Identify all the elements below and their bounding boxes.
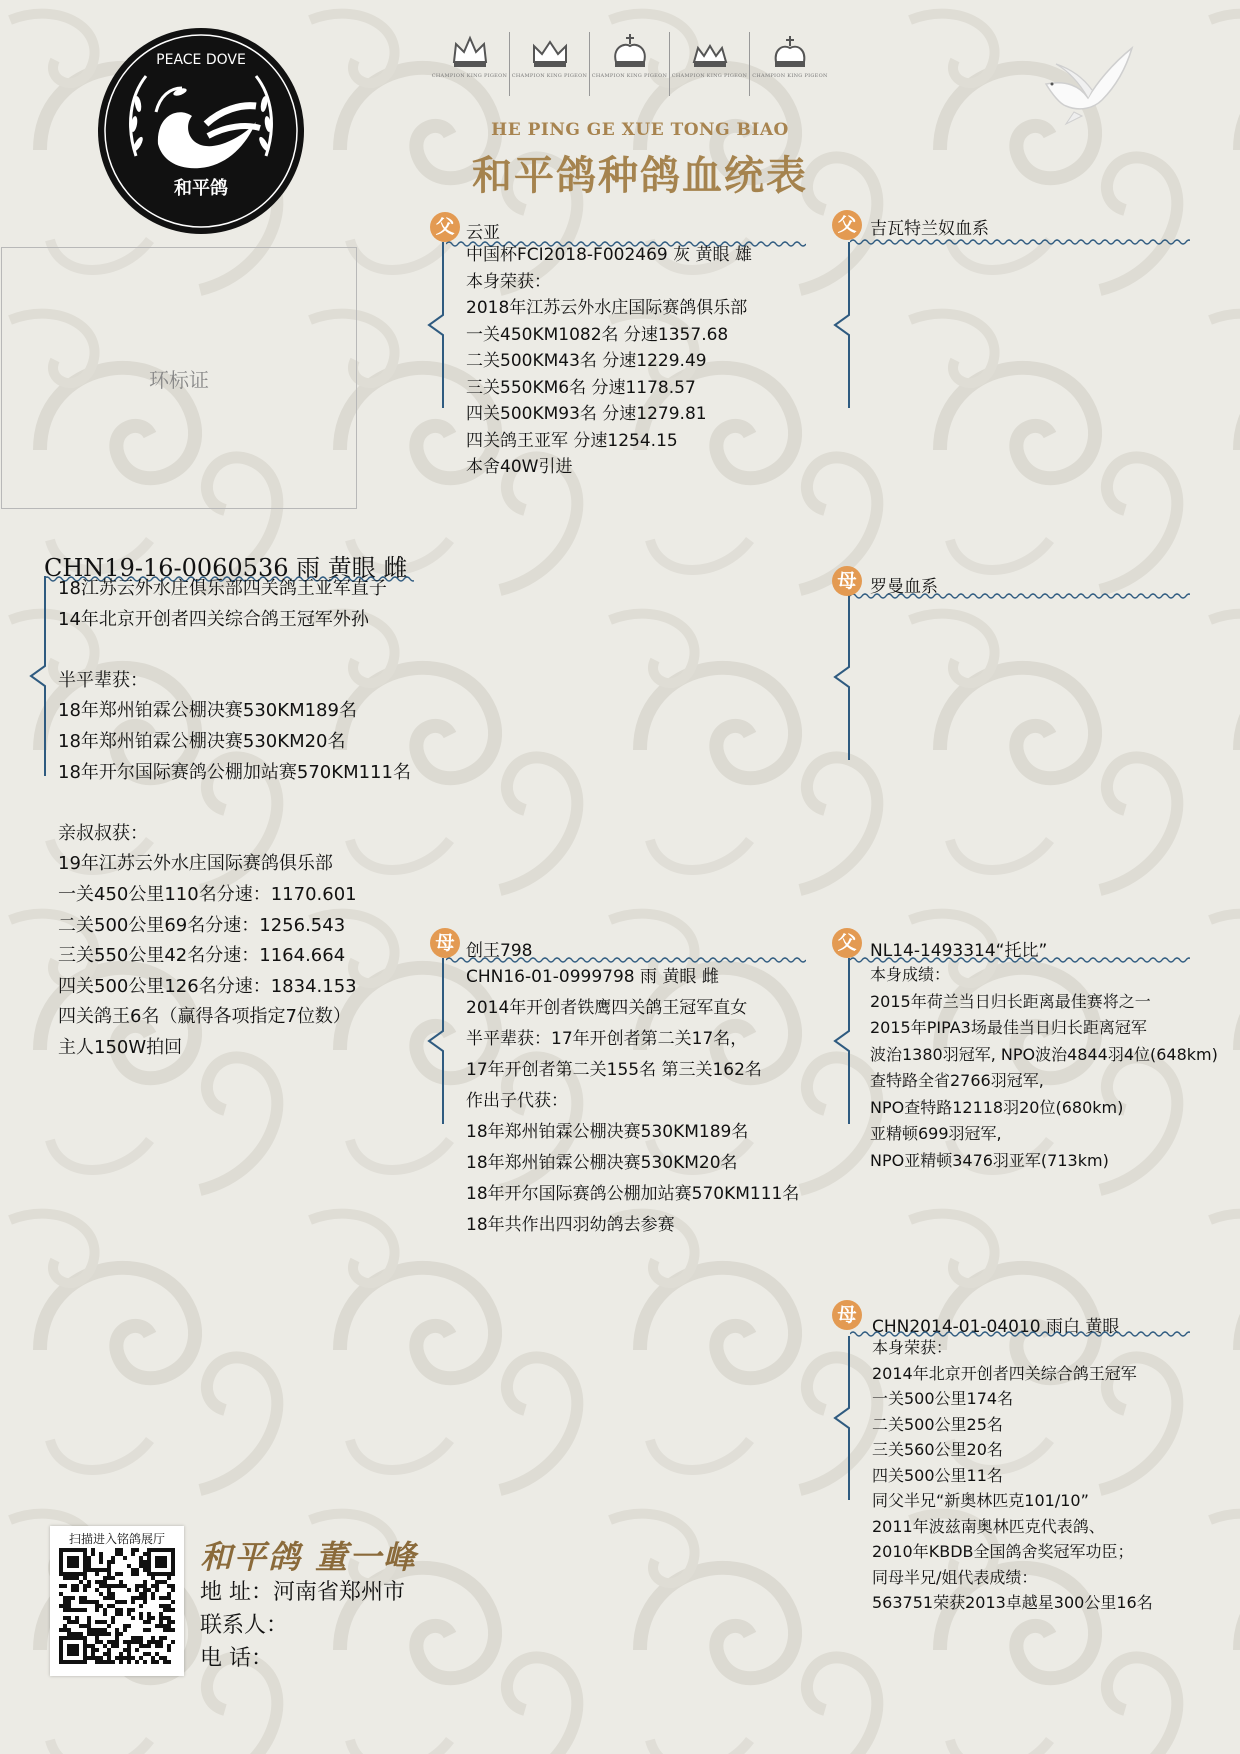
sire-sire-brace — [830, 240, 854, 410]
sire-dam-brace — [830, 592, 854, 762]
dam-dam-line: 本身荣获： — [872, 1338, 953, 1357]
subject-details — [58, 574, 411, 1064]
dam-brace — [424, 956, 448, 1126]
subject-line: 亲叔叔获： — [58, 822, 148, 844]
dam-sire-line: 亚精顿699羽冠军, — [870, 1124, 1002, 1143]
subject-line: 18年郑州铂霖公棚决赛530KM20名 — [58, 730, 346, 752]
sire-line: 四关鸽王亚军 分速1254.15 — [466, 430, 678, 451]
dam-sire-badge: 父 — [832, 928, 862, 958]
subject-line: 半平辈获： — [58, 669, 148, 691]
subject-ring-number: CHN19-16-0060536 雨 黄眼 雌 — [44, 554, 408, 582]
subject-line: 18年开尔国际赛鸽公棚加站赛570KM111名 — [58, 761, 411, 783]
sire-sire-underline — [850, 238, 1190, 246]
dam-sire-line: 本身成绩： — [870, 965, 951, 984]
subject-line: 三关550公里42名分速：1164.664 — [58, 945, 346, 967]
qr-code-icon — [59, 1548, 175, 1664]
contact-info — [200, 1576, 405, 1675]
contact-person: 联系人： — [200, 1613, 289, 1638]
dam-line: 18年郑州铂霖公棚决赛530KM189名 — [466, 1122, 749, 1142]
sire-line: 四关500KM93名 分速1279.81 — [466, 404, 707, 424]
subject-line: 一关450公里110名分速：1170.601 — [58, 883, 357, 905]
dam-sire-line: NPO查特路12118羽20位(680km) — [870, 1097, 1124, 1117]
dam-details — [466, 962, 799, 1241]
crown-1: CHAMPION KING PIGEON — [430, 32, 510, 96]
subject-line: 四关鸽王6名（赢得各项指定7位数） — [58, 1006, 351, 1028]
dam-line: 2014年开创者铁鹰四关鸽王冠军直女 — [466, 998, 748, 1018]
subject-line — [58, 788, 411, 819]
sire-details — [466, 242, 752, 481]
sire-line: 本舍40W引进 — [466, 457, 573, 477]
dam-dam-line: 2011年波兹南奥林匹克代表鸽、 — [872, 1516, 1105, 1536]
crown-3: CHAMPION KING PIGEON — [590, 32, 670, 96]
dam-sire-line: 波治1380羽冠军, NPO波治4844羽4位(648km) — [870, 1044, 1218, 1064]
sire-line: 2018年江苏云外水庄国际赛鸽俱乐部 — [466, 298, 748, 318]
qr-caption: 扫描进入铭鸽展厅 — [68, 1532, 165, 1546]
dam-dam-brace — [830, 1334, 854, 1502]
sire-line: 一关450KM1082名 分速1357.68 — [466, 324, 729, 345]
farm-signature: 和平鸽 董一峰 — [200, 1538, 418, 1576]
qr-code-card[interactable] — [50, 1526, 184, 1676]
crown-2: CHAMPION KING PIGEON — [510, 32, 590, 96]
crown-icon — [610, 32, 650, 70]
sire-dam-badge: 母 — [832, 566, 862, 596]
crown-icon — [770, 32, 810, 70]
contact-address: 地 址：河南省郑州市 — [200, 1580, 405, 1605]
title-pinyin: HE PING GE XUE TONG BIAO — [491, 120, 789, 140]
contact-phone: 电 话： — [200, 1646, 273, 1671]
champion-crowns — [430, 32, 830, 96]
dam-dam-details — [872, 1335, 1153, 1616]
dam-sire-brace — [830, 956, 854, 1126]
dam-line: 18年共作出四羽幼鸽去参赛 — [466, 1215, 675, 1235]
subject-brace — [26, 574, 50, 778]
dam-sire-line: 查特路全省2766羽冠军, — [870, 1071, 1044, 1090]
dam-dam-line: 同母半兄/姐代表成绩： — [872, 1567, 1038, 1587]
dam-dam-line: 563751荣获2013卓越星300公里16名 — [872, 1593, 1153, 1612]
ring-certificate-box — [1, 247, 357, 509]
dam-sire-name: NL14-1493314“托比” — [870, 941, 1048, 961]
dam-line: 18年郑州铂霖公棚决赛530KM20名 — [466, 1153, 738, 1173]
sire-line: 中国杯FCI2018-F002469 灰 黄眼 雄 — [466, 245, 752, 265]
dam-dam-line: 2010年KBDB全国鸽舍奖冠军功臣； — [872, 1542, 1134, 1561]
subject-line: 18年郑州铂霖公棚决赛530KM189名 — [58, 700, 357, 722]
dam-name: 创王798 — [466, 941, 533, 961]
dam-sire-line: 2015年PIPA3场最佳当日归长距离冠军 — [870, 1018, 1147, 1037]
dam-dam-line: 四关500公里11名 — [872, 1465, 1003, 1485]
crown-5: CHAMPION KING PIGEON — [750, 32, 830, 96]
dam-dam-name: CHN2014-01-04010 雨白 黄眼 — [872, 1317, 1120, 1337]
dam-line: 半平辈获：17年开创者第二关17名， — [466, 1029, 748, 1049]
dam-sire-details — [870, 962, 1218, 1174]
dam-badge: 母 — [430, 928, 460, 958]
crown-icon — [690, 32, 730, 70]
subject-line: 主人150W拍回 — [58, 1036, 183, 1058]
dam-dam-badge: 母 — [832, 1300, 862, 1330]
dam-dam-line: 三关560公里20名 — [872, 1440, 1003, 1459]
subject-line: 二关500公里69名分速：1256.543 — [58, 914, 346, 936]
ring-certificate-label: 环标证 — [149, 367, 209, 392]
subject-line: 18江苏云外水庄俱乐部四关鸽王亚军直子 — [58, 578, 387, 599]
sire-line: 二关500KM43名 分速1229.49 — [466, 351, 707, 371]
sire-dam-underline — [850, 592, 1190, 600]
dam-dam-line: 一关500公里174名 — [872, 1389, 1014, 1408]
sire-name: 云亚 — [466, 223, 500, 243]
sire-dam-name: 罗曼血系 — [870, 577, 938, 597]
sire-line: 本身荣获： — [466, 271, 551, 292]
subject-line: 14年北京开创者四关综合鸽王冠军外孙 — [58, 608, 369, 630]
sire-badge: 父 — [430, 212, 460, 242]
dove-icon — [1036, 24, 1140, 128]
sire-sire-badge: 父 — [832, 210, 862, 240]
dam-dam-line: 同父半兄“新奥林匹克101/10” — [872, 1491, 1089, 1510]
subject-line — [58, 635, 411, 666]
dam-sire-line: NPO亚精顿3476羽亚军(713km) — [870, 1150, 1109, 1170]
dam-line: 作出子代获： — [466, 1091, 568, 1111]
page-title: 和平鸽种鸽血统表 — [472, 152, 808, 199]
crown-icon — [450, 32, 490, 70]
crown-4: CHAMPION KING PIGEON — [670, 32, 750, 96]
dam-line: CHN16-01-0999798 雨 黄眼 雌 — [466, 967, 719, 987]
sire-brace — [424, 240, 448, 410]
crown-icon — [530, 32, 570, 70]
dam-line: 18年开尔国际赛鸽公棚加站赛570KM111名 — [466, 1184, 800, 1204]
sire-line: 三关550KM6名 分速1178.57 — [466, 377, 696, 398]
dam-dam-line: 二关500公里25名 — [872, 1414, 1003, 1434]
dam-line: 17年开创者第二关155名 第三关162名 — [466, 1060, 762, 1080]
dam-sire-line: 2015年荷兰当日归长距离最佳赛将之一 — [870, 991, 1151, 1011]
subject-line: 四关500公里126名分速：1834.153 — [58, 975, 357, 997]
svg-text:PEACE DOVE: PEACE DOVE — [156, 52, 246, 68]
peace-dove-logo — [96, 26, 306, 236]
svg-text:和平鸽: 和平鸽 — [174, 178, 228, 199]
dam-dam-line: 2014年北京开创者四关综合鸽王冠军 — [872, 1363, 1137, 1383]
subject-line: 19年江苏云外水庄国际赛鸽俱乐部 — [58, 853, 333, 875]
sire-sire-name: 吉瓦特兰奴血系 — [870, 219, 989, 239]
